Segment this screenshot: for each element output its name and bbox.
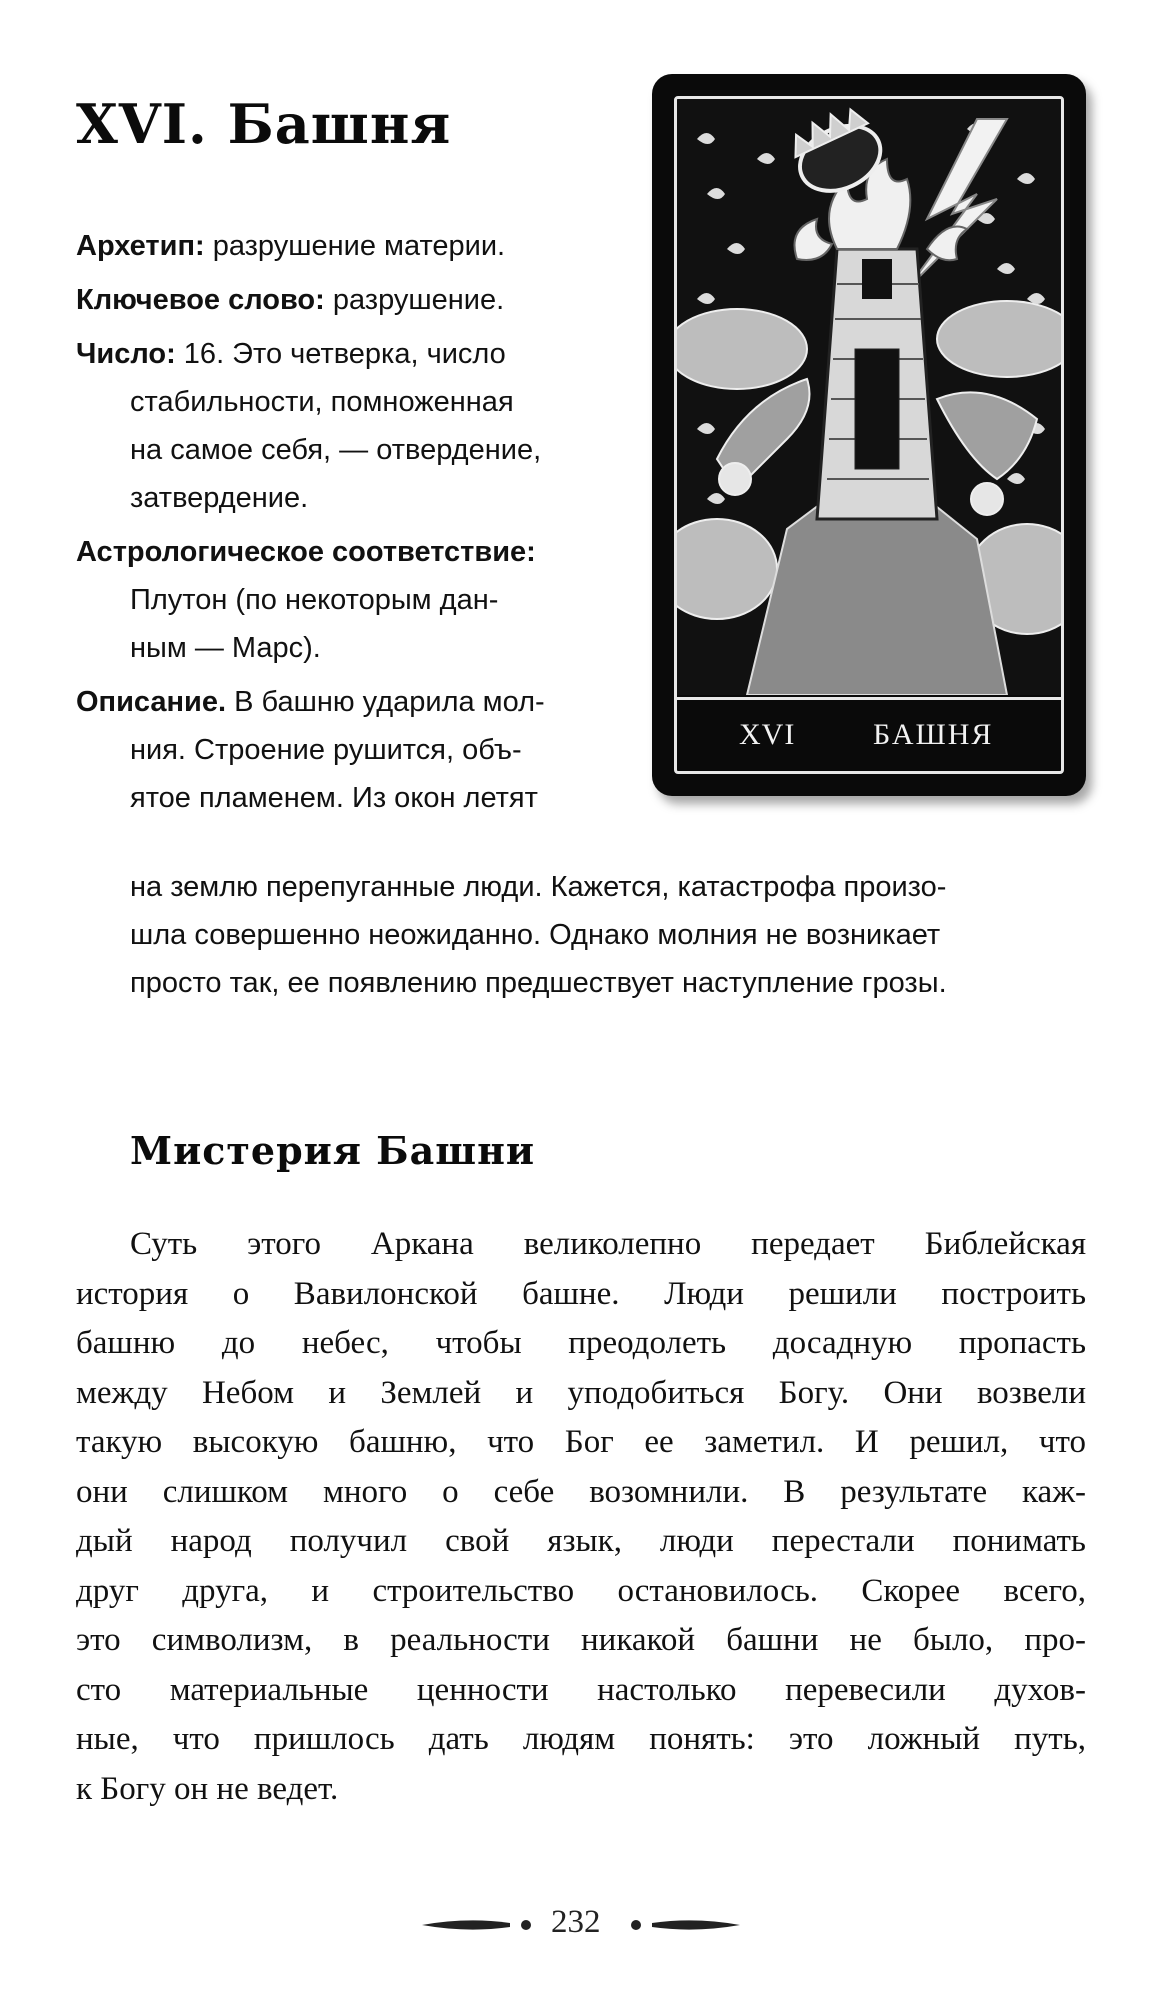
number-line: на самое себя, — отвердение,	[130, 434, 542, 466]
description-line: ния. Строение рушится, объ-	[130, 734, 522, 766]
description-line: ятое пламенем. Из окон летят	[130, 782, 538, 814]
number-line: стабильности, помноженная	[130, 386, 514, 418]
description-line: на землю перепуганные люди. Кажется, катастрофа произо-	[130, 871, 947, 903]
description-entry	[76, 678, 616, 822]
card-frame	[674, 96, 1064, 774]
description-line: шла совершенно неожиданно. Однако молния не возникает	[130, 919, 941, 951]
left-ornament-icon	[422, 1914, 534, 1936]
body-line: дый народ получил свой язык, люди перестали понимать	[76, 1523, 1086, 1559]
description-label: Описание.	[76, 686, 227, 718]
body-line: к Богу он не ведет.	[76, 1770, 339, 1807]
tarot-card	[652, 74, 1086, 796]
body-line: ные, что пришлось дать людям понять: это ложный путь,	[76, 1721, 1086, 1757]
page-number: 232	[551, 1904, 601, 1940]
page-footer	[0, 1900, 1162, 1950]
body-line: друг друга, и строительство остановилось. Скорее всего,	[76, 1572, 1086, 1609]
right-ornament-icon	[628, 1914, 740, 1936]
astro-line: Плутон (по некоторым дан-	[130, 584, 499, 616]
astro-line: ным — Марс).	[130, 632, 321, 664]
card-caption	[677, 697, 1061, 771]
card-name: БАШНЯ	[873, 718, 994, 751]
keyword-label: Ключевое слово:	[76, 284, 325, 316]
archetype-label: Архетип:	[76, 230, 205, 262]
body-line: башню до небес, чтобы преодолеть досадную пропасть	[76, 1325, 1086, 1361]
description-line: просто так, ее появлению предшествует наступление грозы.	[130, 967, 947, 999]
body-line: Суть этого Аркана великолепно передает Библейская	[130, 1226, 1086, 1262]
keyword-entry	[76, 276, 616, 324]
number-line: затвердение.	[130, 482, 309, 514]
body-line: между Небом и Землей и уподобиться Богу. Они возвели	[76, 1374, 1086, 1411]
body-line: такую высокую башню, что Бог ее заметил. И решил, что	[76, 1424, 1086, 1460]
archetype-entry	[76, 222, 616, 270]
description-continued	[130, 863, 1090, 1007]
page-title: XVI. Башня	[76, 92, 452, 156]
body-line: это символизм, в реальности никакой башни не было, про-	[76, 1622, 1086, 1658]
section-title: Мистерия Башни	[130, 1128, 536, 1173]
astro-entry	[76, 528, 616, 672]
archetype-value: разрушение материи.	[204, 230, 506, 262]
number-line: 16. Это четверка, число	[175, 338, 506, 370]
number-entry	[76, 330, 616, 522]
body-line: сто материальные ценности настолько перевесили духов-	[76, 1671, 1086, 1708]
description-line: В башню ударила мол-	[226, 686, 545, 718]
body-paragraph	[76, 1220, 1086, 1814]
tower-illustration	[677, 99, 1061, 695]
keyword-value: разрушение.	[324, 284, 505, 316]
number-label: Число:	[76, 338, 176, 370]
card-number: XVI	[739, 718, 796, 751]
body-line: они слишком много о себе возомнили. В результате каж-	[76, 1473, 1086, 1510]
body-line: история о Вавилонской башне. Люди решили построить	[76, 1275, 1086, 1312]
arcana-info	[76, 222, 616, 828]
astro-label: Астрологическое соответствие:	[76, 536, 536, 568]
